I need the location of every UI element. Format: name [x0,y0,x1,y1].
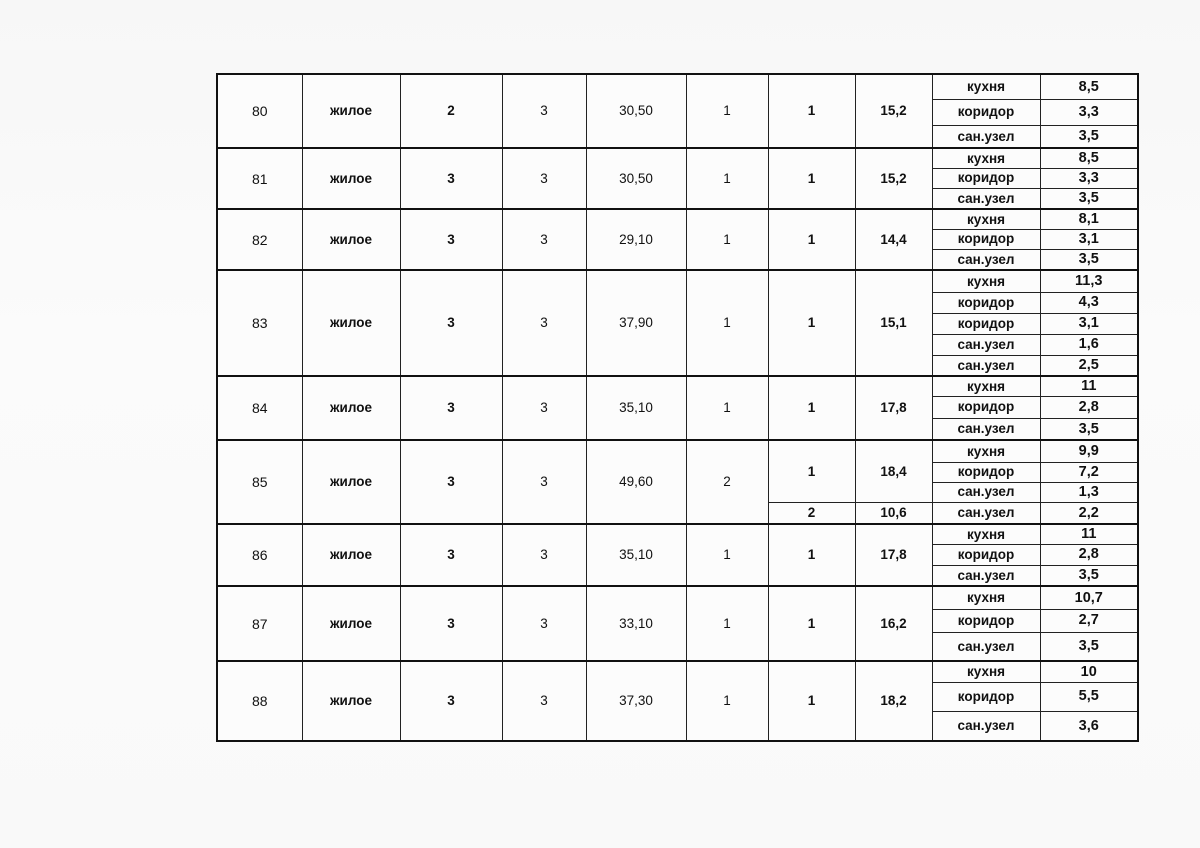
aux-room-name-cell: кухня [932,376,1040,396]
apt-floor-cell: 2 [400,74,502,148]
room-area-cell: 17,8 [855,524,932,586]
apt-total-area-cell: 29,10 [586,209,686,270]
aux-room-area-cell: 2,8 [1040,396,1138,418]
aux-room-name-cell: сан.узел [932,482,1040,502]
table-row [217,209,1138,229]
table-row [217,148,1138,168]
aux-room-area-cell: 3,3 [1040,168,1138,188]
aux-room-name-cell: коридор [932,313,1040,334]
apt-type-cell: жилое [302,376,400,440]
apt-room-count-cell: 1 [686,148,768,209]
aux-room-name-cell: сан.узел [932,125,1040,148]
apt-room-count-cell: 1 [686,586,768,661]
aux-room-name-cell: коридор [932,292,1040,313]
apt-total-area-cell: 37,30 [586,661,686,741]
room-number-cell: 1 [768,586,855,661]
aux-room-area-cell: 8,1 [1040,209,1138,229]
aux-room-area-cell: 3,5 [1040,418,1138,440]
aux-room-name-cell: коридор [932,168,1040,188]
aux-room-name-cell: коридор [932,229,1040,249]
aux-room-area-cell: 3,3 [1040,99,1138,125]
apt-total-area-cell: 37,90 [586,270,686,376]
table-row [217,661,1138,682]
table-row [217,524,1138,544]
aux-room-name-cell: кухня [932,661,1040,682]
table-row [217,270,1138,292]
apt-type-cell: жилое [302,440,400,524]
apt-floor-cell: 3 [400,148,502,209]
apt-floor-cell: 3 [400,586,502,661]
aux-room-name-cell: коридор [932,682,1040,711]
apt-type-cell: жилое [302,524,400,586]
apt-floors-total-cell: 3 [502,524,586,586]
aux-room-name-cell: сан.узел [932,711,1040,741]
apt-total-area-cell: 30,50 [586,148,686,209]
aux-room-area-cell: 3,5 [1040,565,1138,586]
room-number-cell: 1 [768,209,855,270]
aux-room-area-cell: 1,6 [1040,334,1138,355]
apt-room-count-cell: 1 [686,524,768,586]
room-number-cell: 2 [768,502,855,524]
apt-room-count-cell: 1 [686,661,768,741]
apt-room-count-cell: 1 [686,376,768,440]
table-row [217,586,1138,609]
aux-room-area-cell: 2,2 [1040,502,1138,524]
aux-room-area-cell: 10 [1040,661,1138,682]
room-area-cell: 17,8 [855,376,932,440]
apt-total-area-cell: 35,10 [586,524,686,586]
room-number-cell: 1 [768,661,855,741]
aux-room-name-cell: сан.узел [932,565,1040,586]
aux-room-area-cell: 11 [1040,524,1138,544]
apt-number-cell: 81 [217,148,302,209]
room-number-cell: 1 [768,148,855,209]
apt-number-cell: 82 [217,209,302,270]
aux-room-name-cell: сан.узел [932,502,1040,524]
apt-type-cell: жилое [302,586,400,661]
aux-room-name-cell: кухня [932,524,1040,544]
table-row [217,440,1138,462]
aux-room-name-cell: сан.узел [932,418,1040,440]
aux-room-area-cell: 7,2 [1040,462,1138,482]
apt-floors-total-cell: 3 [502,209,586,270]
aux-room-name-cell: сан.узел [932,188,1040,209]
apt-room-count-cell: 1 [686,270,768,376]
aux-room-area-cell: 3,5 [1040,188,1138,209]
aux-room-area-cell: 1,3 [1040,482,1138,502]
table-row [217,376,1138,396]
aux-room-name-cell: кухня [932,148,1040,168]
aux-room-area-cell: 3,5 [1040,249,1138,270]
apt-total-area-cell: 35,10 [586,376,686,440]
apt-floors-total-cell: 3 [502,661,586,741]
apt-floors-total-cell: 3 [502,74,586,148]
aux-room-area-cell: 3,1 [1040,313,1138,334]
apt-room-count-cell: 1 [686,209,768,270]
apt-floors-total-cell: 3 [502,586,586,661]
aux-room-area-cell: 11 [1040,376,1138,396]
room-area-cell: 15,2 [855,74,932,148]
aux-room-name-cell: сан.узел [932,249,1040,270]
apt-room-count-cell: 2 [686,440,768,524]
aux-room-area-cell: 10,7 [1040,586,1138,609]
apt-type-cell: жилое [302,148,400,209]
aux-room-name-cell: коридор [932,609,1040,632]
room-number-cell: 1 [768,74,855,148]
room-number-cell: 1 [768,270,855,376]
room-area-cell: 14,4 [855,209,932,270]
apartments-table [216,73,1139,742]
apt-number-cell: 85 [217,440,302,524]
apt-floor-cell: 3 [400,440,502,524]
aux-room-area-cell: 8,5 [1040,74,1138,99]
aux-room-name-cell: коридор [932,462,1040,482]
apt-type-cell: жилое [302,74,400,148]
aux-room-area-cell: 5,5 [1040,682,1138,711]
aux-room-area-cell: 3,1 [1040,229,1138,249]
room-area-cell: 15,1 [855,270,932,376]
room-area-cell: 18,2 [855,661,932,741]
aux-room-area-cell: 3,6 [1040,711,1138,741]
apt-type-cell: жилое [302,270,400,376]
aux-room-area-cell: 2,5 [1040,355,1138,376]
room-area-cell: 18,4 [855,440,932,502]
apt-floors-total-cell: 3 [502,148,586,209]
room-number-cell: 1 [768,440,855,502]
apt-number-cell: 83 [217,270,302,376]
apt-number-cell: 84 [217,376,302,440]
apt-total-area-cell: 49,60 [586,440,686,524]
room-number-cell: 1 [768,524,855,586]
apt-floors-total-cell: 3 [502,270,586,376]
aux-room-name-cell: кухня [932,209,1040,229]
apt-number-cell: 87 [217,586,302,661]
aux-room-name-cell: сан.узел [932,632,1040,661]
aux-room-area-cell: 2,8 [1040,544,1138,565]
apt-type-cell: жилое [302,661,400,741]
apt-floors-total-cell: 3 [502,376,586,440]
aux-room-area-cell: 3,5 [1040,125,1138,148]
apt-floor-cell: 3 [400,524,502,586]
apt-number-cell: 86 [217,524,302,586]
aux-room-area-cell: 11,3 [1040,270,1138,292]
aux-room-name-cell: кухня [932,586,1040,609]
apt-floors-total-cell: 3 [502,440,586,524]
room-number-cell: 1 [768,376,855,440]
aux-room-name-cell: кухня [932,440,1040,462]
room-area-cell: 16,2 [855,586,932,661]
apt-room-count-cell: 1 [686,74,768,148]
aux-room-name-cell: коридор [932,99,1040,125]
apt-total-area-cell: 33,10 [586,586,686,661]
apt-number-cell: 80 [217,74,302,148]
apt-type-cell: жилое [302,209,400,270]
apt-floor-cell: 3 [400,376,502,440]
aux-room-area-cell: 2,7 [1040,609,1138,632]
aux-room-name-cell: кухня [932,270,1040,292]
aux-room-name-cell: коридор [932,544,1040,565]
aux-room-area-cell: 8,5 [1040,148,1138,168]
apt-floor-cell: 3 [400,209,502,270]
aux-room-name-cell: коридор [932,396,1040,418]
aux-room-name-cell: сан.узел [932,355,1040,376]
aux-room-name-cell: сан.узел [932,334,1040,355]
aux-room-area-cell: 9,9 [1040,440,1138,462]
table-row [217,74,1138,99]
apt-floor-cell: 3 [400,661,502,741]
apt-floor-cell: 3 [400,270,502,376]
room-area-cell: 10,6 [855,502,932,524]
aux-room-area-cell: 4,3 [1040,292,1138,313]
apt-number-cell: 88 [217,661,302,741]
aux-room-name-cell: кухня [932,74,1040,99]
apt-total-area-cell: 30,50 [586,74,686,148]
room-area-cell: 15,2 [855,148,932,209]
aux-room-area-cell: 3,5 [1040,632,1138,661]
